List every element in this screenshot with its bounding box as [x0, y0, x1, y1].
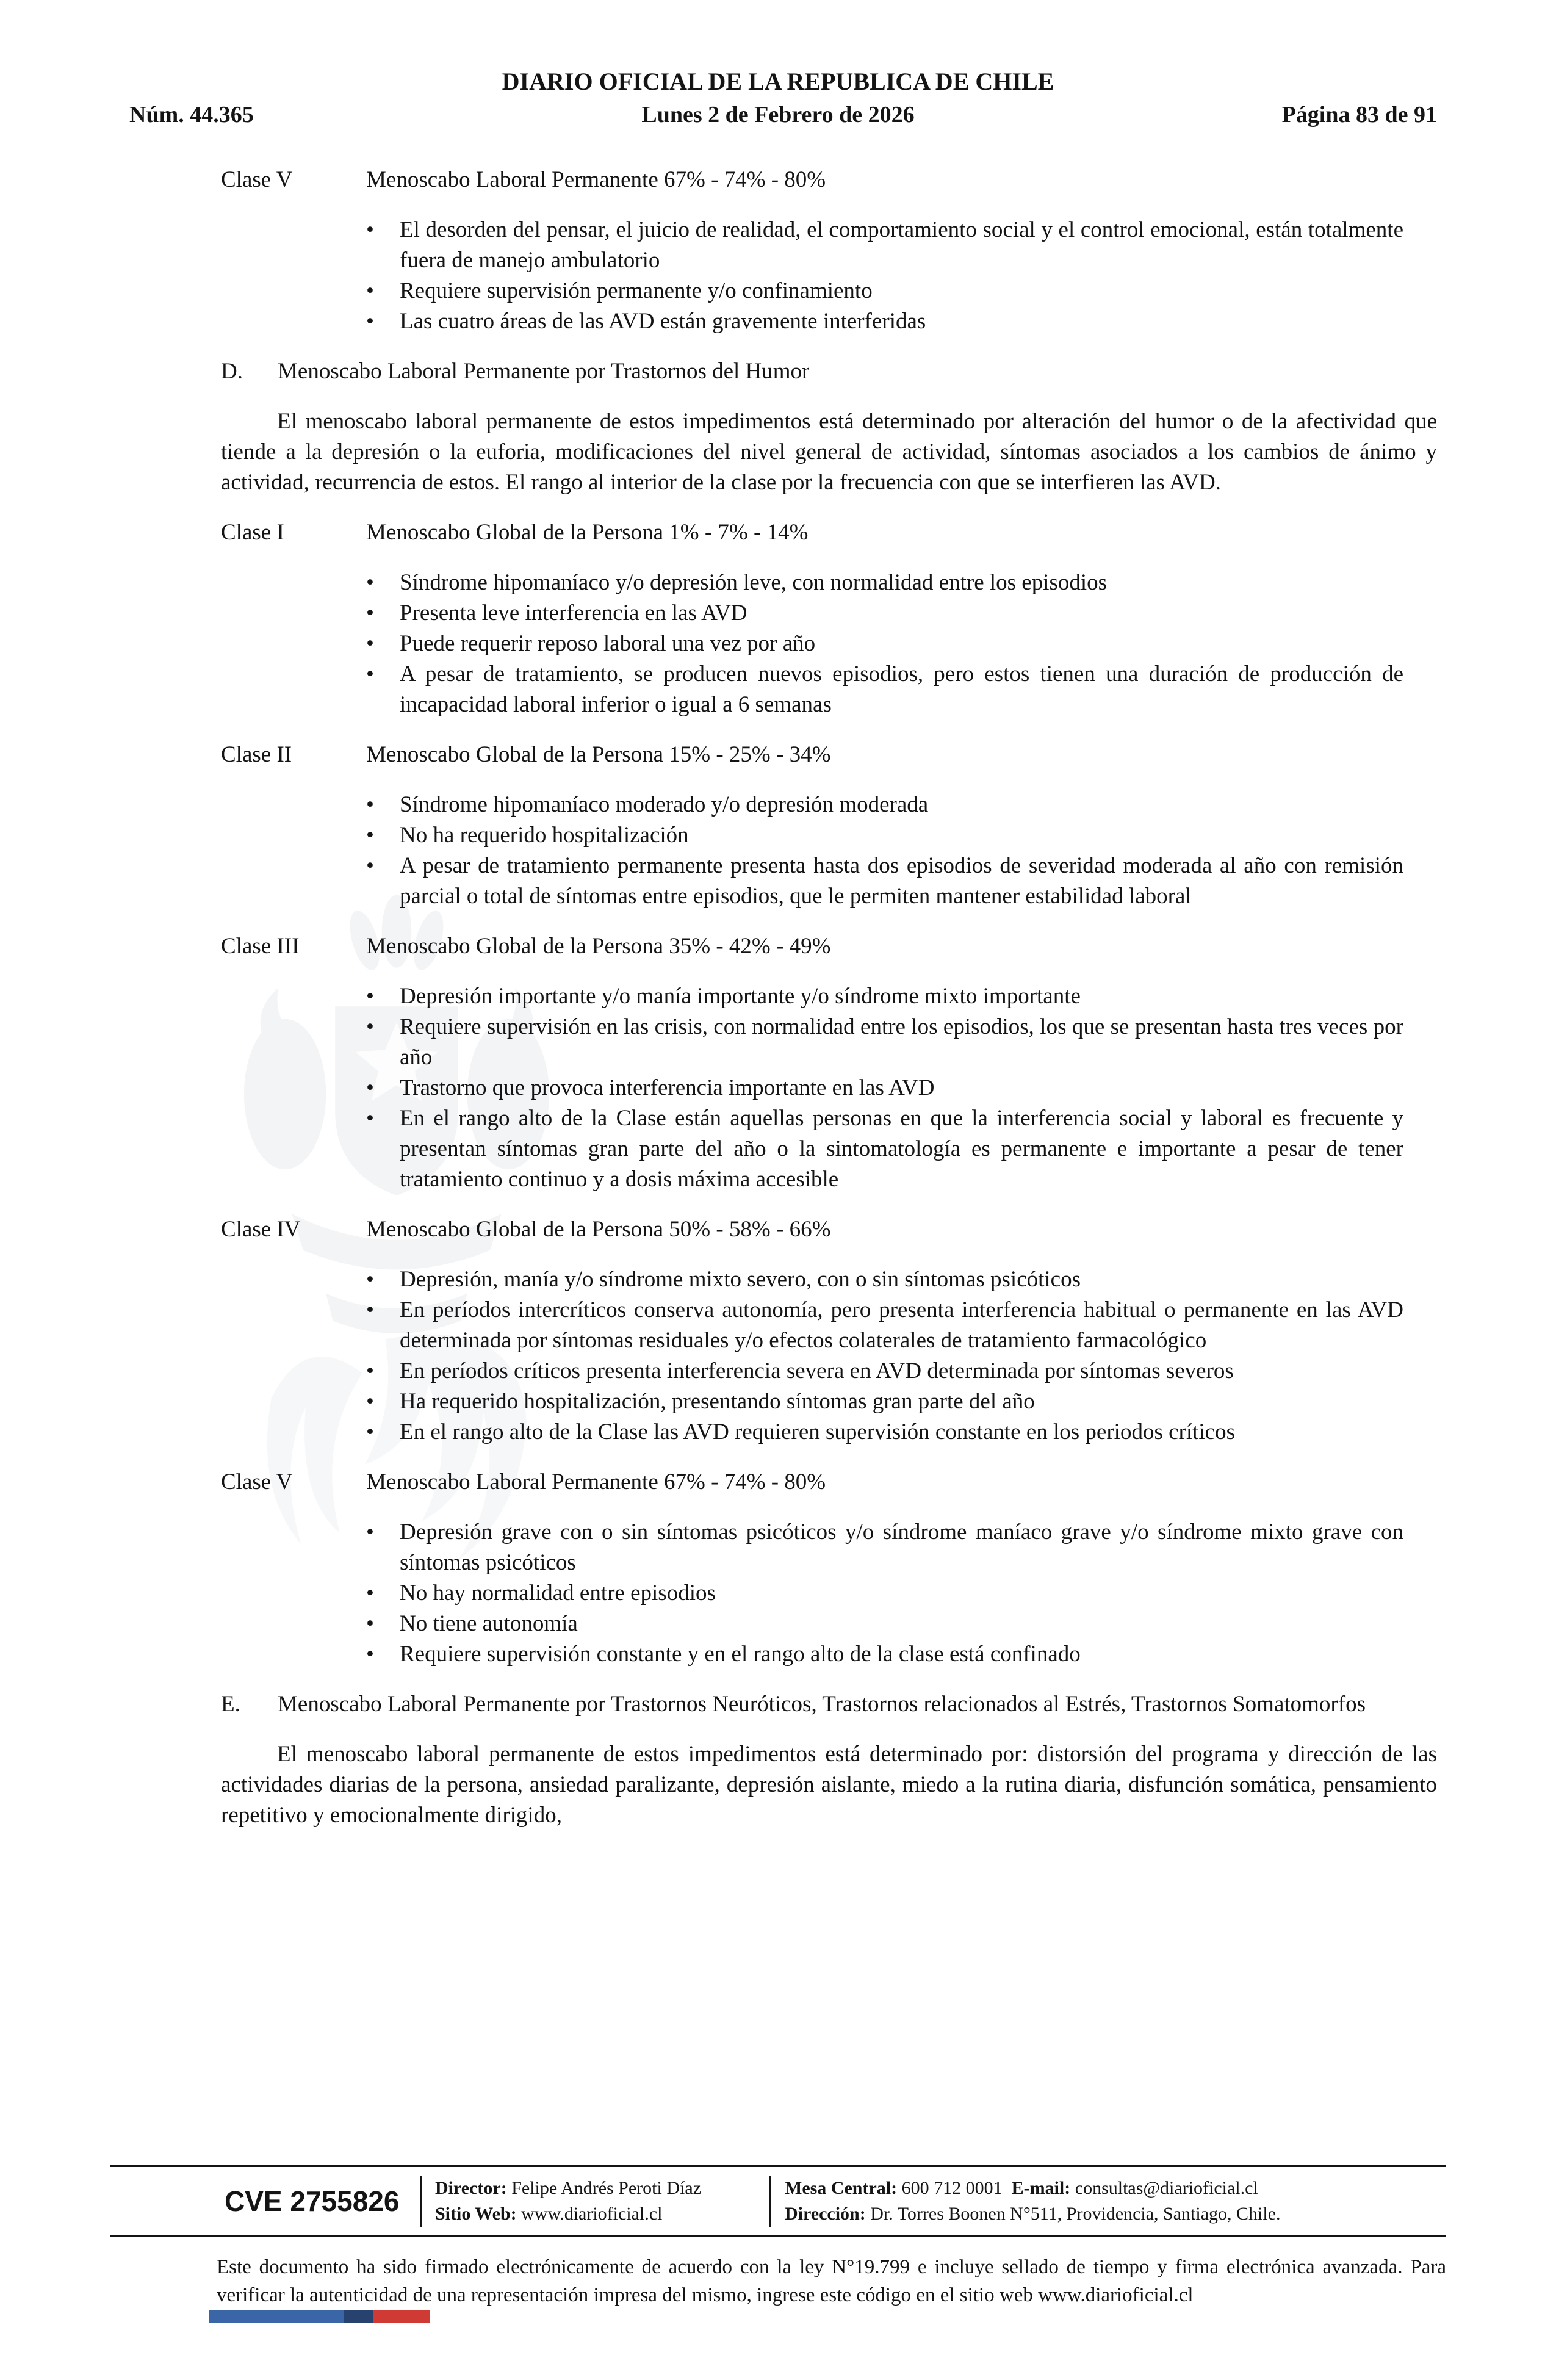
clase-row [221, 165, 1437, 195]
section-letter: E. [221, 1692, 240, 1717]
bullet-text: Depresión grave con o sin síntomas psicóticos y/o síndrome maníaco grave y/o síndrome mixto grave con síntomas psicóticos [400, 1520, 1403, 1575]
clase-row [221, 740, 1437, 770]
bullet-text: A pesar de tratamiento permanente presenta hasta dos episodios de severidad moderada al año con remisión parcial o total de síntomas entre episodios, que le permiten mantener estabilidad laboral [400, 853, 1403, 909]
direccion-line [785, 2201, 1446, 2227]
direccion-value: Dr. Torres Boonen N°511, Providencia, Santiago, Chile. [870, 2204, 1281, 2224]
bullet-text: No ha requerido hospitalización [400, 823, 689, 848]
mesa-line [785, 2176, 1446, 2201]
sitio-line [435, 2201, 769, 2227]
bullet-item [366, 1356, 1403, 1387]
clase-label: Clase IV [221, 1217, 301, 1242]
bullet-item [366, 306, 1403, 337]
bullet-text: Requiere supervisión permanente y/o confinamiento [400, 278, 873, 303]
clase-label: Clase I [221, 520, 284, 545]
bullet-list [366, 981, 1403, 1195]
bullet-marker: • [366, 792, 374, 817]
bullet-marker: • [366, 1611, 374, 1636]
bullet-item [366, 568, 1403, 598]
section-title: Menoscabo Laboral Permanente por Trastornos del Humor [278, 359, 810, 384]
bullet-marker: • [366, 662, 374, 687]
bullet-item [366, 1387, 1403, 1417]
bullet-marker: • [366, 1389, 374, 1414]
bullet-text: El desorden del pensar, el juicio de realidad, el comportamiento social y el control emocional, están totalmente fuera de manejo ambulatorio [400, 217, 1403, 273]
bullet-text: No tiene autonomía [400, 1611, 578, 1636]
bullet-marker: • [366, 1520, 374, 1545]
bullet-text: Síndrome hipomaníaco moderado y/o depresión moderada [400, 792, 929, 817]
bullet-marker: • [366, 1075, 374, 1100]
bullet-item [366, 1103, 1403, 1195]
bullet-marker: • [366, 278, 374, 303]
document-body [221, 165, 1437, 1831]
bullet-item [366, 1609, 1403, 1639]
bullet-marker: • [366, 1106, 374, 1131]
section-heading [221, 1689, 1437, 1720]
bullet-list [366, 215, 1403, 337]
bullet-list [366, 1517, 1403, 1670]
footer-director-column [422, 2176, 769, 2227]
bullet-list [366, 1264, 1403, 1448]
flag-seg-red [373, 2310, 430, 2323]
bullet-text: En períodos intercríticos conserva autonomía, pero presenta interferencia habitual o permanente en las AVD determinada por síntomas residuales y/o efectos colaterales de tratamiento farmacológico [400, 1297, 1403, 1353]
director-label: Director: [435, 2178, 507, 2198]
clase-label: Clase V [221, 1469, 293, 1495]
section-title: Menoscabo Laboral Permanente por Trastornos Neuróticos, Trastornos relacionados al Estrés, Trastornos Somatomorfos [278, 1692, 1366, 1717]
email-address: consultas@diarioficial.cl [1075, 2178, 1258, 2198]
section-letter: D. [221, 359, 243, 384]
header-meta-row [0, 99, 1556, 131]
bullet-item [366, 851, 1403, 912]
director-name: Felipe Andrés Peroti Díaz [511, 2178, 701, 2198]
bullet-item [366, 215, 1403, 276]
bullet-item [366, 1264, 1403, 1295]
flag-seg-navy [344, 2310, 373, 2323]
section-heading [221, 356, 1437, 387]
clase-description: Menoscabo Global de la Persona 35% - 42% - 49% [366, 934, 831, 959]
bullet-text: Las cuatro áreas de las AVD están gravemente interferidas [400, 309, 926, 334]
bullet-item [366, 1578, 1403, 1609]
bullet-item [366, 790, 1403, 820]
bullet-text: Síndrome hipomaníaco y/o depresión leve, con normalidad entre los episodios [400, 570, 1108, 595]
bullet-marker: • [366, 1581, 374, 1606]
bullet-text: Depresión importante y/o manía importante y/o síndrome mixto importante [400, 984, 1081, 1009]
bullet-text: Requiere supervisión constante y en el rango alto de la clase está confinado [400, 1642, 1081, 1667]
footer-bottom-rule [110, 2235, 1446, 2237]
clase-description: Menoscabo Laboral Permanente 67% - 74% - 80% [366, 167, 826, 192]
clase-description: Menoscabo Global de la Persona 50% - 58% - 66% [366, 1217, 831, 1242]
sitio-url: www.diarioficial.cl [521, 2204, 663, 2224]
bullet-text: Requiere supervisión en las crisis, con normalidad entre los episodios, los que se presentan hasta tres veces por año [400, 1014, 1403, 1070]
footer-contact-column [771, 2176, 1446, 2227]
bullet-text: No hay normalidad entre episodios [400, 1581, 716, 1606]
bullet-marker: • [366, 1014, 374, 1039]
bullet-text: En períodos críticos presenta interferencia severa en AVD determinada por síntomas severos [400, 1358, 1234, 1383]
direccion-label: Dirección: [785, 2204, 866, 2224]
bullet-marker: • [366, 600, 374, 626]
cve-box [110, 2167, 1446, 2235]
clase-description: Menoscabo Laboral Permanente 67% - 74% - 80% [366, 1469, 826, 1495]
bullet-marker: • [366, 309, 374, 334]
paragraph: El menoscabo laboral permanente de estos impedimentos está determinado por alteración del humor o de la afectividad que tiende a la depresión o la euforia, modificaciones del nivel general de actividad, síntomas asociados a los cambios de ánimo y actividad, recurrencia de estos. El rango al interior de la clase por la frecuencia con que se interfieren las AVD. [221, 409, 1437, 495]
clase-row [221, 517, 1437, 548]
clase-label: Clase III [221, 934, 300, 959]
bullet-text: Trastorno que provoca interferencia importante en las AVD [400, 1075, 935, 1100]
bullet-item [366, 1417, 1403, 1448]
gazette-title: DIARIO OFICIAL DE LA REPUBLICA DE CHILE [502, 68, 1054, 95]
cve-code: CVE 2755826 [225, 2185, 400, 2217]
bullet-item [366, 1517, 1403, 1578]
mesa-number: 600 712 0001 [901, 2178, 1003, 2198]
bullet-item [366, 598, 1403, 629]
clase-row [221, 1467, 1437, 1498]
bullet-text: En el rango alto de la Clase están aquellas personas en que la interferencia social y laboral es frecuente y presentan síntomas gran parte del año o la sintomatología es permanente e importante a pesar de tener tratamiento continuo y a dosis máxima accesible [400, 1106, 1403, 1192]
clase-label: Clase V [221, 167, 293, 192]
bullet-text: Puede requerir reposo laboral una vez por año [400, 631, 816, 656]
bullet-item [366, 1012, 1403, 1073]
bullet-marker: • [366, 823, 374, 848]
sitio-label: Sitio Web: [435, 2204, 517, 2224]
clase-description: Menoscabo Global de la Persona 15% - 25% - 34% [366, 742, 831, 767]
bullet-marker: • [366, 853, 374, 878]
clase-row [221, 1214, 1437, 1245]
legal-notice: Este documento ha sido firmado electrónicamente de acuerdo con la ley N°19.799 e incluye sellado de tiempo y firma electrónica avanzada. Para verificar la autenticidad de una representación impresa del mismo, ingrese este código en el sitio web www.diarioficial.cl [217, 2256, 1446, 2306]
bullet-text: Ha requerido hospitalización, presentando síntomas gran parte del año [400, 1389, 1035, 1414]
bullet-marker: • [366, 1267, 374, 1292]
bullet-marker: • [366, 570, 374, 595]
bullet-item [366, 1295, 1403, 1356]
bullet-text: Presenta leve interferencia en las AVD [400, 600, 747, 626]
bullet-text: Depresión, manía y/o síndrome mixto severo, con o sin síntomas psicóticos [400, 1267, 1081, 1292]
flag-seg-blue [209, 2310, 344, 2323]
bullet-text: En el rango alto de la Clase las AVD requieren supervisión constante en los periodos críticos [400, 1419, 1235, 1444]
flag-strip [209, 2310, 430, 2323]
bullet-marker: • [366, 1358, 374, 1383]
bullet-marker: • [366, 217, 374, 242]
bullet-item [366, 981, 1403, 1012]
bullet-marker: • [366, 1419, 374, 1444]
bullet-item [366, 659, 1403, 720]
issue-number: Núm. 44.365 [129, 102, 254, 128]
email-label: E-mail: [1011, 2178, 1071, 2198]
bullet-item [366, 1639, 1403, 1670]
page-indicator: Página 83 de 91 [1281, 102, 1437, 128]
bullet-item [366, 820, 1403, 851]
director-line [435, 2176, 769, 2201]
publication-date: Lunes 2 de Febrero de 2026 [641, 102, 915, 128]
clase-row [221, 931, 1437, 962]
clase-description: Menoscabo Global de la Persona 1% - 7% - 14% [366, 520, 809, 545]
mesa-label: Mesa Central: [785, 2178, 898, 2198]
page-header [0, 0, 1556, 131]
page-footer [110, 2165, 1446, 2309]
bullet-list [366, 790, 1403, 912]
bullet-marker: • [366, 1642, 374, 1667]
bullet-item [366, 276, 1403, 306]
bullet-item [366, 629, 1403, 659]
bullet-text: A pesar de tratamiento, se producen nuevos episodios, pero estos tienen una duración de producción de incapacidad laboral inferior o igual a 6 semanas [400, 662, 1403, 717]
bullet-marker: • [366, 1297, 374, 1322]
bullet-list [366, 568, 1403, 720]
clase-label: Clase II [221, 742, 292, 767]
bullet-marker: • [366, 984, 374, 1009]
bullet-item [366, 1073, 1403, 1103]
bullet-marker: • [366, 631, 374, 656]
paragraph: El menoscabo laboral permanente de estos impedimentos está determinado por: distorsión del programa y dirección de las actividades diarias de la persona, ansiedad paralizante, depresión aislante, miedo a la rutina diaria, disfunción somática, pensamiento repetitivo y emocionalmente dirigido, [221, 1742, 1437, 1828]
